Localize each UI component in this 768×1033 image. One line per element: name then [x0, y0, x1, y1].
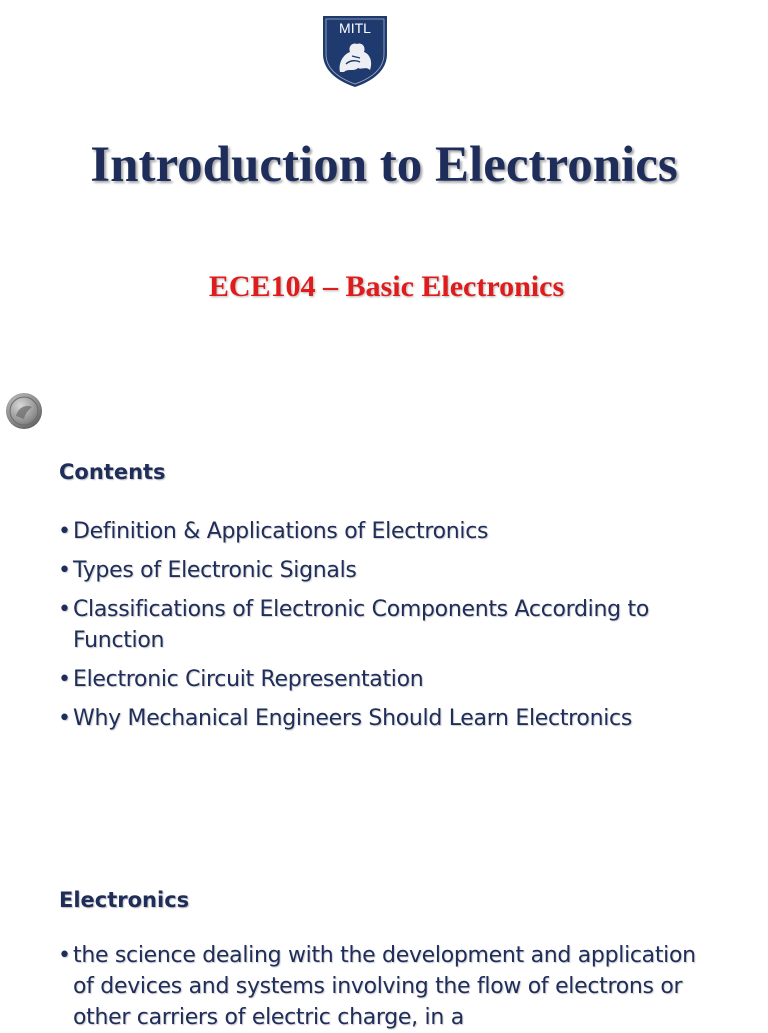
- bullet-icon: •: [58, 943, 71, 968]
- bullet-icon: •: [58, 558, 71, 583]
- list-item: [58, 940, 708, 1033]
- list-item-text: Why Mechanical Engineers Should Learn Electronics: [73, 706, 632, 731]
- electronics-heading: Electronics: [59, 888, 190, 912]
- page-title: Introduction to Electronics: [90, 137, 678, 193]
- mitl-shield-logo-icon: [320, 14, 390, 88]
- list-item-text: Definition & Applications of Electronics: [73, 519, 489, 544]
- logo-text: MITL: [339, 20, 371, 36]
- bullet-icon: •: [58, 706, 71, 731]
- bullet-icon: •: [58, 667, 71, 692]
- list-item: [58, 555, 718, 586]
- round-seal-icon: [5, 392, 43, 430]
- contents-heading: Contents: [59, 460, 166, 484]
- list-item: [58, 664, 718, 695]
- mitl-logo: [320, 14, 390, 88]
- course-subtitle: ECE104 – Basic Electronics: [208, 270, 565, 303]
- bullet-icon: •: [58, 519, 71, 544]
- list-item: [58, 516, 718, 547]
- electronics-list: [58, 940, 708, 1033]
- list-item-text: Electronic Circuit Representation: [73, 667, 424, 692]
- list-item: [58, 594, 718, 656]
- list-item-text: Classifications of Electronic Components According to Function: [73, 597, 649, 653]
- contents-list: [58, 516, 718, 742]
- list-item-text: Types of Electronic Signals: [73, 558, 357, 583]
- list-item-text: the science dealing with the development and application of devices and systems involving the flow of electrons or other carriers of electric charge, in a: [73, 943, 696, 1030]
- bullet-icon: •: [58, 597, 71, 622]
- seal-image: [5, 392, 43, 430]
- list-item: [58, 703, 718, 734]
